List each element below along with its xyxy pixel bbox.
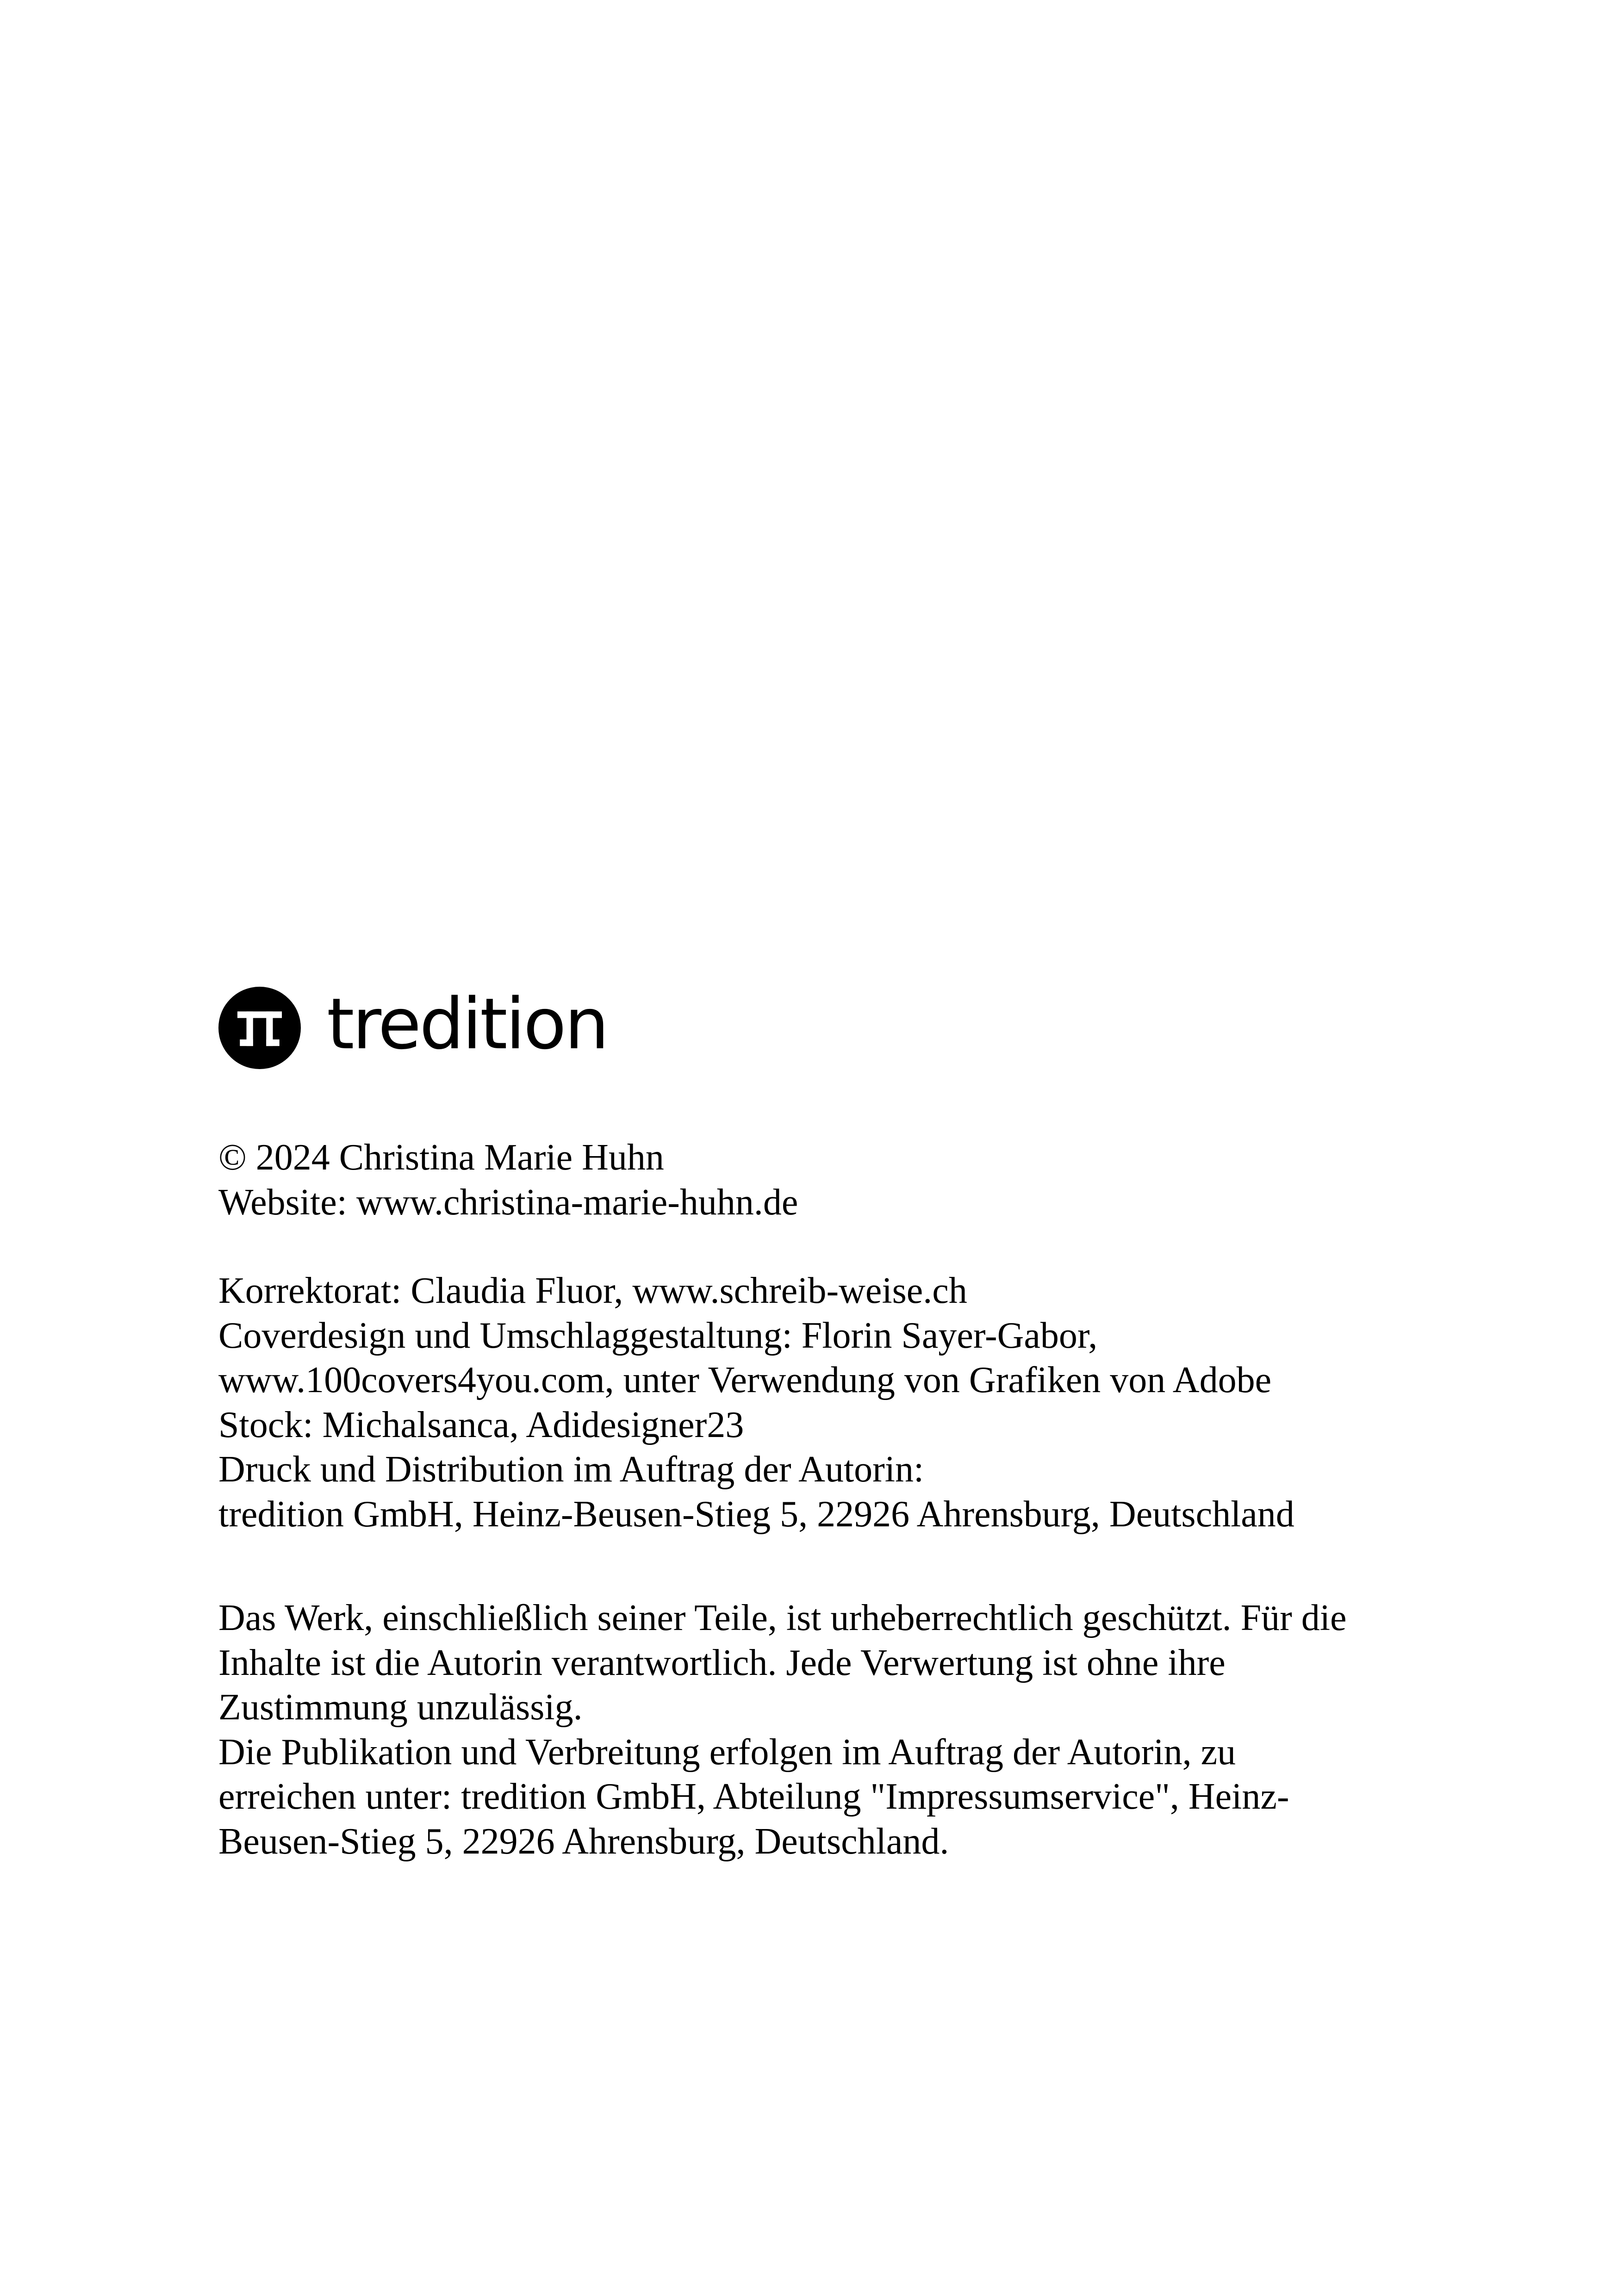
legal-notice-line: Inhalte ist die Autorin verantwortlich. Jede Verwertung ist ohne ihre [218,1642,1226,1683]
legal-notice-line: Die Publikation und Verbreitung erfolgen im Auftrag der Autorin, zu [218,1731,1236,1773]
publisher-address-line: tredition GmbH, Heinz-Beusen-Stieg 5, 22926 Ahrensburg, Deutschland [218,1493,1294,1535]
legal-notice-line: erreichen unter: tredition GmbH, Abteilung "Impressumservice", Heinz- [218,1776,1289,1817]
logo-wordmark: tredition [327,983,608,1065]
legal-notice-block [218,1596,1422,1864]
copyright-line: © 2024 Christina Marie Huhn [218,1137,664,1178]
proofreading-line: Korrektorat: Claudia Fluor, www.schreib-weise.ch [218,1270,967,1311]
cover-design-line: Coverdesign und Umschlaggestaltung: Florin Sayer-Gabor, [218,1315,1098,1356]
tredition-logo-icon [218,987,301,1069]
publisher-logo [218,983,608,1069]
credits-block [218,1269,1422,1537]
printing-line: Druck und Distribution im Auftrag der Autorin: [218,1449,924,1490]
copyright-block [218,1135,1422,1225]
legal-notice-line: Zustimmung unzulässig. [218,1687,583,1728]
cover-design-line: Stock: Michalsanca, Adidesigner23 [218,1404,744,1445]
legal-notice-line: Beusen-Stieg 5, 22926 Ahrensburg, Deutschland. [218,1821,949,1862]
website-line: Website: www.christina-marie-huhn.de [218,1182,798,1223]
legal-notice-line: Das Werk, einschließlich seiner Teile, ist urheberrechtlich geschützt. Für die [218,1598,1347,1638]
cover-design-line: www.100covers4you.com, unter Verwendung von Grafiken von Adobe [218,1360,1272,1400]
